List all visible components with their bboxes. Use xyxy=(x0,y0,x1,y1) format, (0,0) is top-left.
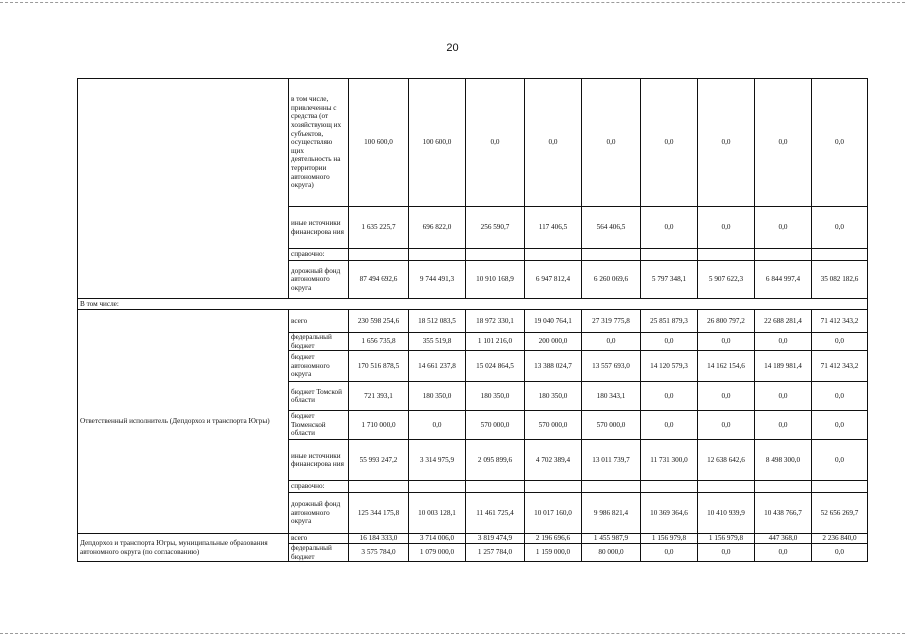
executor-name: Депдорхоз и транспорта Югры, муниципальные образования автономного округа (по согласованию) xyxy=(78,534,289,562)
value-cell: 71 412 343,2 xyxy=(812,310,868,333)
section-row xyxy=(78,299,868,310)
value-cell: 0,0 xyxy=(525,79,582,207)
value-cell: 1 159 000,0 xyxy=(525,544,582,562)
value-cell: 0,0 xyxy=(812,79,868,207)
value-cell: 55 993 247,2 xyxy=(349,440,409,481)
value-cell: 2 196 696,6 xyxy=(525,534,582,544)
empty-cell xyxy=(349,249,409,261)
value-cell: 0,0 xyxy=(812,382,868,411)
value-cell: 5 797 348,1 xyxy=(641,261,698,299)
empty-cell xyxy=(755,249,812,261)
page-number: 20 xyxy=(446,42,459,54)
value-cell: 2 236 840,0 xyxy=(812,534,868,544)
value-cell: 0,0 xyxy=(641,207,698,249)
empty-cell xyxy=(582,249,641,261)
continuation-left-cell xyxy=(78,79,289,299)
value-cell: 14 120 579,3 xyxy=(641,351,698,382)
value-cell: 3 714 006,0 xyxy=(409,534,466,544)
table-row xyxy=(78,310,868,333)
value-cell: 10 369 364,6 xyxy=(641,493,698,534)
value-cell: 0,0 xyxy=(698,207,755,249)
value-cell: 10 410 939,9 xyxy=(698,493,755,534)
value-cell: 1 156 979,8 xyxy=(641,534,698,544)
value-cell: 570 000,0 xyxy=(525,411,582,440)
value-cell: 0,0 xyxy=(409,411,466,440)
value-cell: 25 851 879,3 xyxy=(641,310,698,333)
value-cell: 125 344 175,8 xyxy=(349,493,409,534)
value-cell: 6 947 812,4 xyxy=(525,261,582,299)
value-cell: 696 822,0 xyxy=(409,207,466,249)
value-cell: 256 590,7 xyxy=(466,207,525,249)
value-cell: 0,0 xyxy=(755,207,812,249)
value-cell: 0,0 xyxy=(641,382,698,411)
row-label: иные источники финансирова ния xyxy=(289,207,349,249)
value-cell: 87 494 692,6 xyxy=(349,261,409,299)
value-cell: 0,0 xyxy=(812,440,868,481)
row-label: бюджет Тюменской области xyxy=(289,411,349,440)
row-label: иные источники финансирова ния xyxy=(289,440,349,481)
row-label: дорожный фонд автономного округа xyxy=(289,493,349,534)
value-cell: 1 257 784,0 xyxy=(466,544,525,562)
empty-cell xyxy=(349,481,409,493)
table-row xyxy=(78,79,868,207)
empty-cell xyxy=(812,249,868,261)
value-cell: 570 000,0 xyxy=(582,411,641,440)
budget-table xyxy=(77,78,868,562)
value-cell: 0,0 xyxy=(582,333,641,351)
value-cell: 13 388 024,7 xyxy=(525,351,582,382)
value-cell: 13 011 739,7 xyxy=(582,440,641,481)
value-cell: 1 656 735,8 xyxy=(349,333,409,351)
value-cell: 4 702 389,4 xyxy=(525,440,582,481)
value-cell: 10 438 766,7 xyxy=(755,493,812,534)
value-cell: 18 972 330,1 xyxy=(466,310,525,333)
value-cell: 10 910 168,9 xyxy=(466,261,525,299)
empty-cell xyxy=(409,481,466,493)
value-cell: 10 017 160,0 xyxy=(525,493,582,534)
value-cell: 0,0 xyxy=(755,79,812,207)
value-cell: 0,0 xyxy=(755,333,812,351)
value-cell: 100 600,0 xyxy=(349,79,409,207)
value-cell: 0,0 xyxy=(466,79,525,207)
row-label: всего xyxy=(289,310,349,333)
value-cell: 0,0 xyxy=(812,411,868,440)
empty-cell xyxy=(525,249,582,261)
value-cell: 0,0 xyxy=(641,544,698,562)
value-cell: 180 350,0 xyxy=(409,382,466,411)
value-cell: 16 184 333,0 xyxy=(349,534,409,544)
value-cell: 27 319 775,8 xyxy=(582,310,641,333)
value-cell: 1 101 216,0 xyxy=(466,333,525,351)
empty-cell xyxy=(525,481,582,493)
value-cell: 9 744 491,3 xyxy=(409,261,466,299)
value-cell: 35 082 182,6 xyxy=(812,261,868,299)
row-label: справочно: xyxy=(289,481,349,493)
value-cell: 117 406,5 xyxy=(525,207,582,249)
row-label: федеральный бюджет xyxy=(289,333,349,351)
value-cell: 14 189 981,4 xyxy=(755,351,812,382)
value-cell: 0,0 xyxy=(812,544,868,562)
value-cell: 0,0 xyxy=(755,411,812,440)
value-cell: 9 986 821,4 xyxy=(582,493,641,534)
value-cell: 14 661 237,8 xyxy=(409,351,466,382)
value-cell: 0,0 xyxy=(698,79,755,207)
value-cell: 1 710 000,0 xyxy=(349,411,409,440)
row-label: всего xyxy=(289,534,349,544)
value-cell: 180 350,0 xyxy=(466,382,525,411)
value-cell: 564 406,5 xyxy=(582,207,641,249)
value-cell: 0,0 xyxy=(641,411,698,440)
empty-cell xyxy=(409,249,466,261)
value-cell: 1 635 225,7 xyxy=(349,207,409,249)
value-cell: 0,0 xyxy=(812,333,868,351)
value-cell: 2 095 899,6 xyxy=(466,440,525,481)
value-cell: 0,0 xyxy=(755,382,812,411)
value-cell: 170 516 878,5 xyxy=(349,351,409,382)
value-cell: 3 314 975,9 xyxy=(409,440,466,481)
row-label: дорожный фонд автономного округа xyxy=(289,261,349,299)
value-cell: 12 638 642,6 xyxy=(698,440,755,481)
value-cell: 230 598 254,6 xyxy=(349,310,409,333)
scan-edge-top xyxy=(0,2,905,3)
value-cell: 14 162 154,6 xyxy=(698,351,755,382)
empty-cell xyxy=(582,481,641,493)
value-cell: 71 412 343,2 xyxy=(812,351,868,382)
value-cell: 6 260 069,6 xyxy=(582,261,641,299)
value-cell: 0,0 xyxy=(582,79,641,207)
value-cell: 5 907 622,3 xyxy=(698,261,755,299)
empty-cell xyxy=(755,481,812,493)
empty-cell xyxy=(812,481,868,493)
value-cell: 721 393,1 xyxy=(349,382,409,411)
value-cell: 80 000,0 xyxy=(582,544,641,562)
empty-cell xyxy=(641,249,698,261)
value-cell: 18 512 083,5 xyxy=(409,310,466,333)
value-cell: 26 800 797,2 xyxy=(698,310,755,333)
empty-cell xyxy=(466,249,525,261)
value-cell: 11 461 725,4 xyxy=(466,493,525,534)
value-cell: 13 557 693,0 xyxy=(582,351,641,382)
value-cell: 180 350,0 xyxy=(525,382,582,411)
value-cell: 0,0 xyxy=(698,544,755,562)
value-cell: 52 656 269,7 xyxy=(812,493,868,534)
row-label: в том числе, привлеченны с средства (от хозяйствующ их субъектов, осуществляю щих деятельность на территории автономного округа) xyxy=(289,79,349,207)
value-cell: 0,0 xyxy=(755,544,812,562)
value-cell: 6 844 997,4 xyxy=(755,261,812,299)
value-cell: 0,0 xyxy=(698,382,755,411)
value-cell: 1 079 000,0 xyxy=(409,544,466,562)
value-cell: 0,0 xyxy=(641,333,698,351)
value-cell: 1 156 979,8 xyxy=(698,534,755,544)
value-cell: 0,0 xyxy=(812,207,868,249)
row-label: справочно: xyxy=(289,249,349,261)
value-cell: 200 000,0 xyxy=(525,333,582,351)
value-cell: 22 688 281,4 xyxy=(755,310,812,333)
empty-cell xyxy=(641,481,698,493)
empty-cell xyxy=(466,481,525,493)
value-cell: 0,0 xyxy=(698,333,755,351)
value-cell: 0,0 xyxy=(641,79,698,207)
value-cell: 11 731 300,0 xyxy=(641,440,698,481)
value-cell: 447 368,0 xyxy=(755,534,812,544)
row-label: бюджет Томской области xyxy=(289,382,349,411)
empty-cell xyxy=(698,481,755,493)
row-label: федеральный бюджет xyxy=(289,544,349,562)
value-cell: 355 519,8 xyxy=(409,333,466,351)
scan-edge-bottom xyxy=(0,633,905,634)
value-cell: 10 003 128,1 xyxy=(409,493,466,534)
section-label: В том числе: xyxy=(78,299,868,310)
value-cell: 180 343,1 xyxy=(582,382,641,411)
executor-name: Ответственный исполнитель (Депдорхоз и транспорта Югры) xyxy=(78,310,289,534)
empty-cell xyxy=(698,249,755,261)
value-cell: 100 600,0 xyxy=(409,79,466,207)
value-cell: 8 498 300,0 xyxy=(755,440,812,481)
value-cell: 3 819 474,9 xyxy=(466,534,525,544)
value-cell: 570 000,0 xyxy=(466,411,525,440)
value-cell: 3 575 784,0 xyxy=(349,544,409,562)
value-cell: 19 040 764,1 xyxy=(525,310,582,333)
value-cell: 0,0 xyxy=(698,411,755,440)
row-label: бюджет автономного округа xyxy=(289,351,349,382)
value-cell: 1 455 987,9 xyxy=(582,534,641,544)
table-row xyxy=(78,534,868,544)
value-cell: 15 024 864,5 xyxy=(466,351,525,382)
